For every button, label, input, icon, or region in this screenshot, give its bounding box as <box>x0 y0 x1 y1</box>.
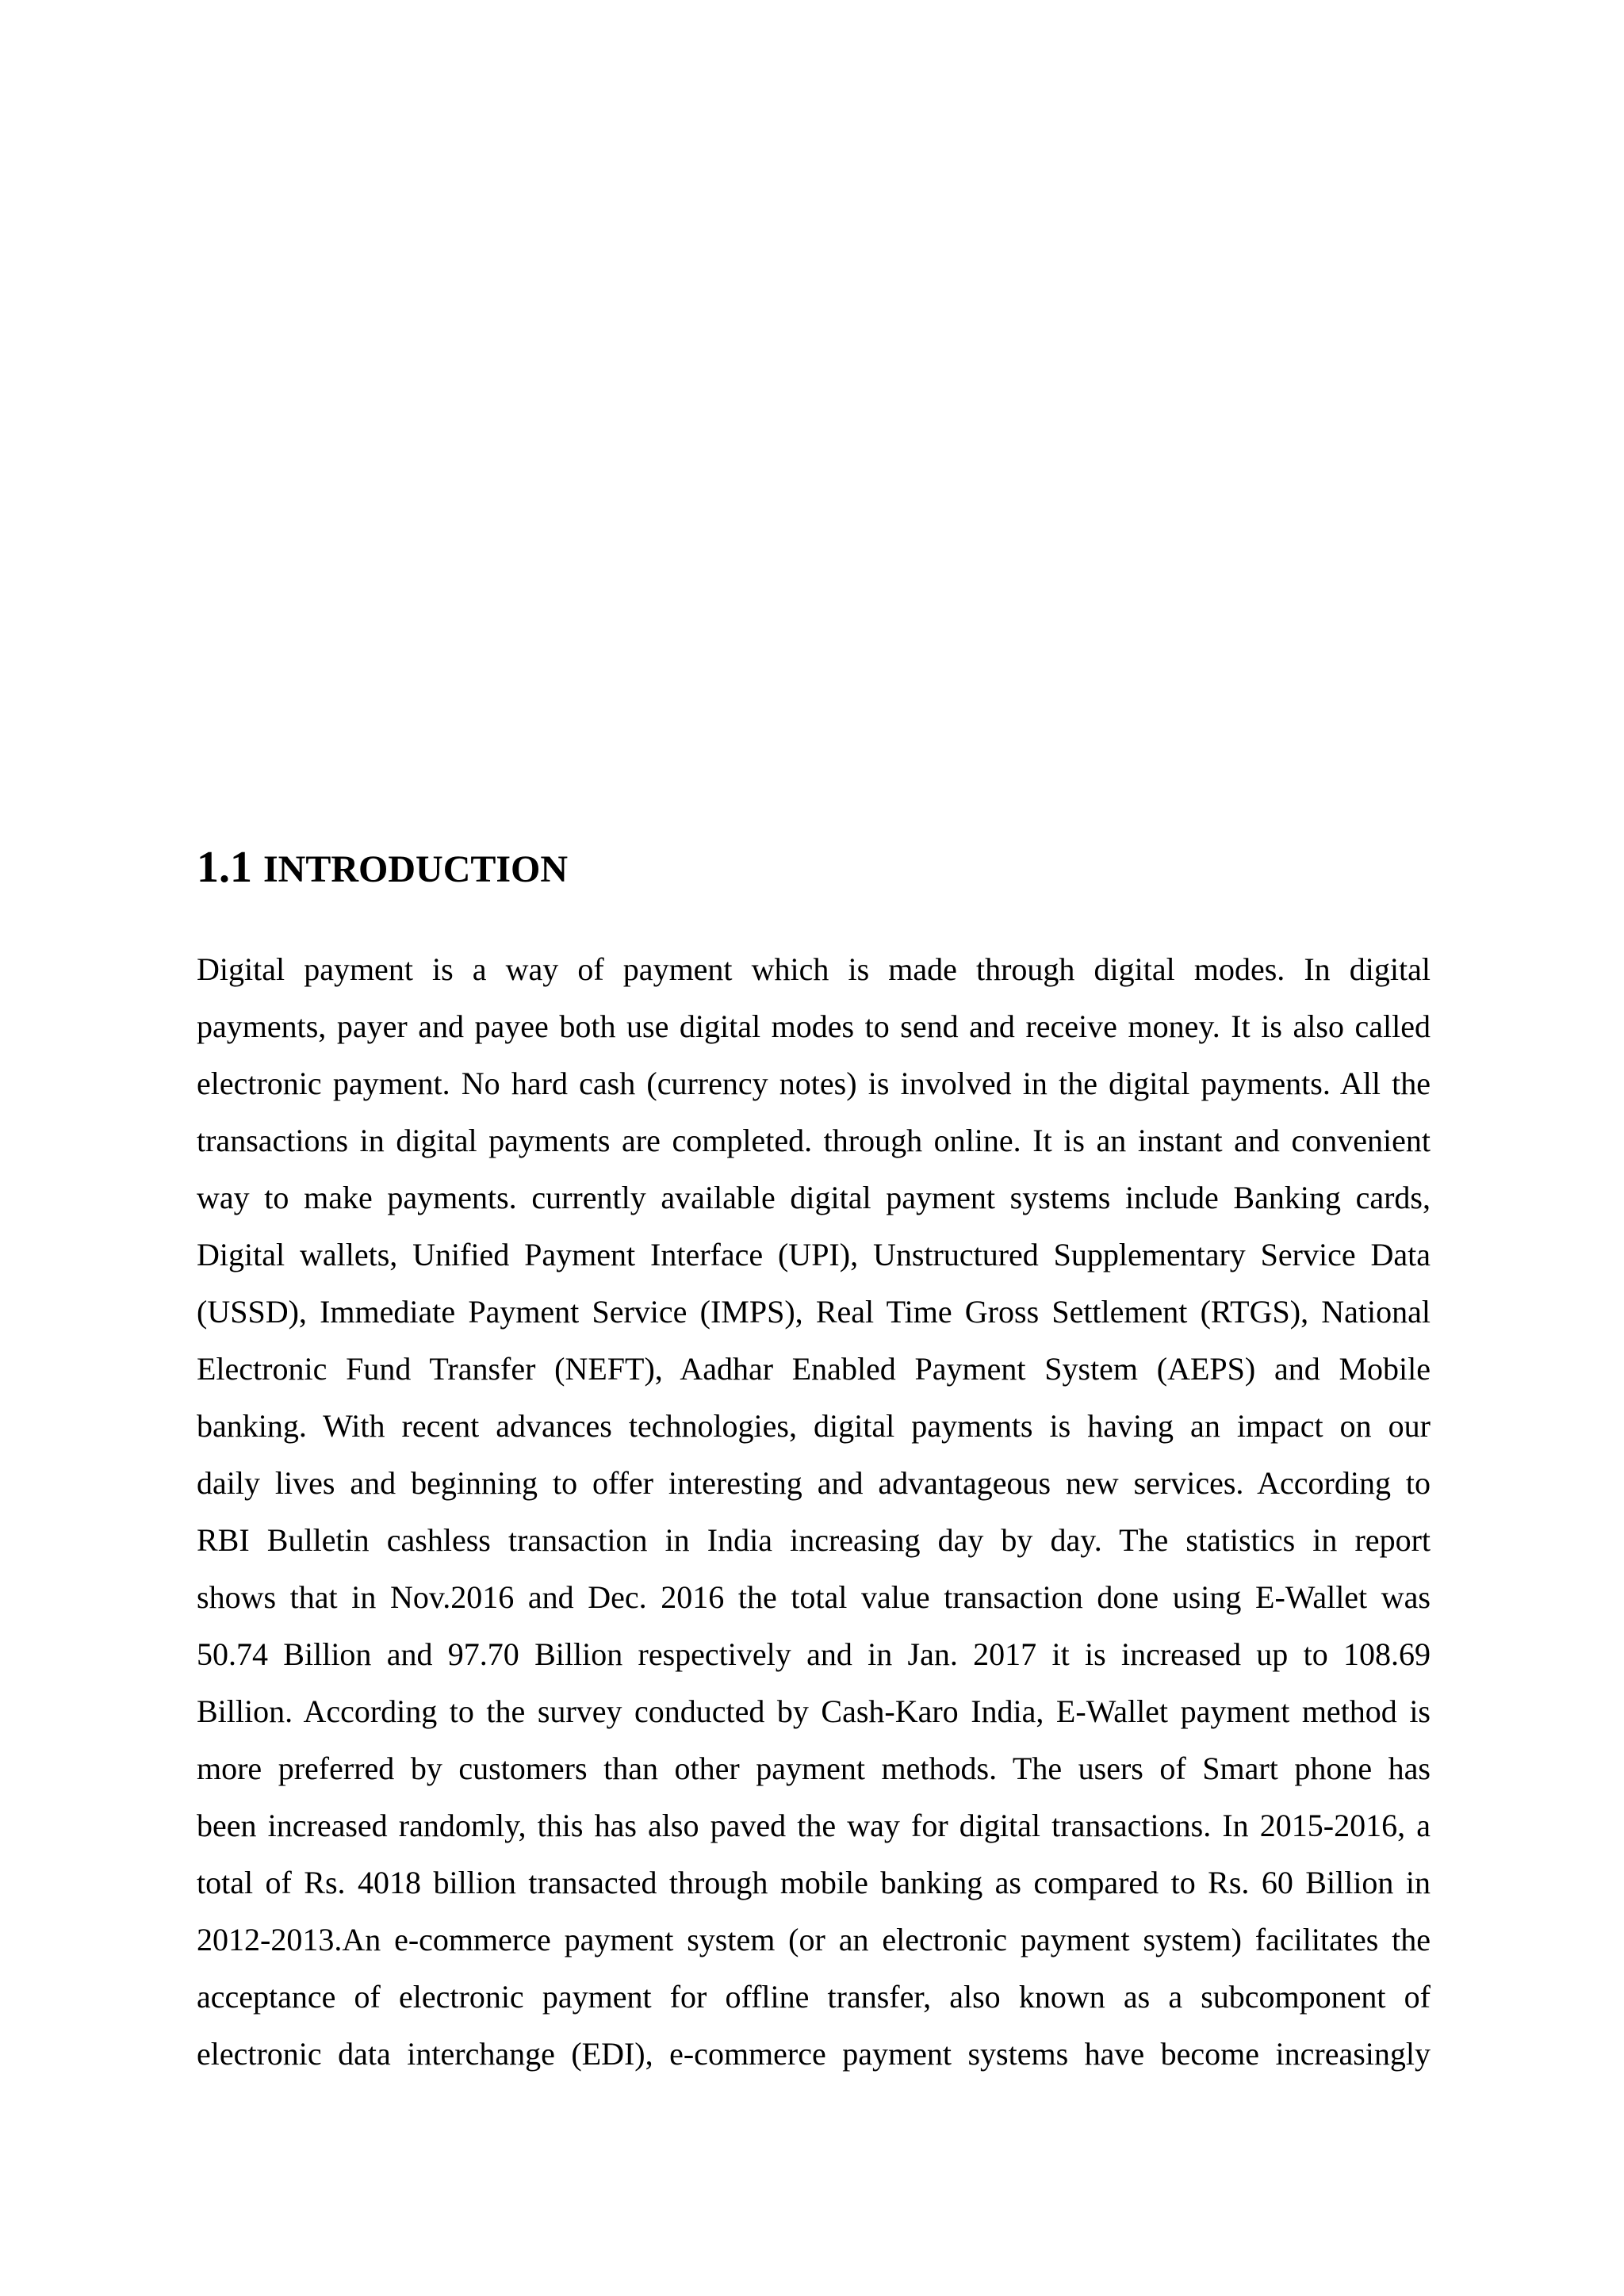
body-paragraph <box>197 941 1431 2083</box>
section-number: 1.1 <box>197 843 252 892</box>
paragraph-line: total of Rs. 4018 billion transacted through mobile banking as compared to Rs. 60 Billion in <box>197 1865 1431 1900</box>
paragraph-line: RBI Bulletin cashless transaction in India increasing day by day. The statistics in report <box>197 1522 1431 1558</box>
paragraph-line: acceptance of electronic payment for offline transfer, also known as a subcomponent of <box>197 1979 1431 2015</box>
paragraph-line: Digital wallets, Unified Payment Interface (UPI), Unstructured Supplementary Service Data <box>197 1237 1431 1272</box>
paragraph-line: way to make payments. currently available digital payment systems include Banking cards, <box>197 1180 1431 1215</box>
paragraph-line: electronic payment. No hard cash (currency notes) is involved in the digital payments. All the <box>197 1066 1431 1101</box>
section-title: INTRODUCTION <box>263 848 569 890</box>
paragraph-line: Billion. According to the survey conducted by Cash-Karo India, E-Wallet payment method is <box>197 1693 1431 1729</box>
paragraph-line: Digital payment is a way of payment which is made through digital modes. In digital <box>197 951 1431 987</box>
paragraph-line: 50.74 Billion and 97.70 Billion respectively and in Jan. 2017 it is increased up to 108.69 <box>197 1636 1431 1672</box>
section-heading <box>197 842 568 895</box>
paragraph-line: payments, payer and payee both use digital modes to send and receive money. It is also called <box>197 1008 1431 1044</box>
paragraph-line: transactions in digital payments are completed. through online. It is an instant and convenient <box>197 1123 1431 1158</box>
paragraph-line: banking. With recent advances technologies, digital payments is having an impact on our <box>197 1408 1431 1444</box>
paragraph-line: Electronic Fund Transfer (NEFT), Aadhar Enabled Payment System (AEPS) and Mobile <box>197 1351 1431 1387</box>
paragraph-line: daily lives and beginning to offer interesting and advantageous new services. According to <box>197 1465 1431 1501</box>
paragraph-line: been increased randomly, this has also paved the way for digital transactions. In 2015-2016, a <box>197 1808 1431 1843</box>
paragraph-line: electronic data interchange (EDI), e-commerce payment systems have become increasingly <box>197 2036 1431 2072</box>
paragraph-line: 2012-2013.An e-commerce payment system (or an electronic payment system) facilitates the <box>197 1922 1431 1957</box>
paragraph-line: shows that in Nov.2016 and Dec. 2016 the total value transaction done using E-Wallet was <box>197 1579 1431 1615</box>
paragraph-line: more preferred by customers than other payment methods. The users of Smart phone has <box>197 1751 1431 1786</box>
paragraph-line: (USSD), Immediate Payment Service (IMPS), Real Time Gross Settlement (RTGS), National <box>197 1294 1431 1330</box>
